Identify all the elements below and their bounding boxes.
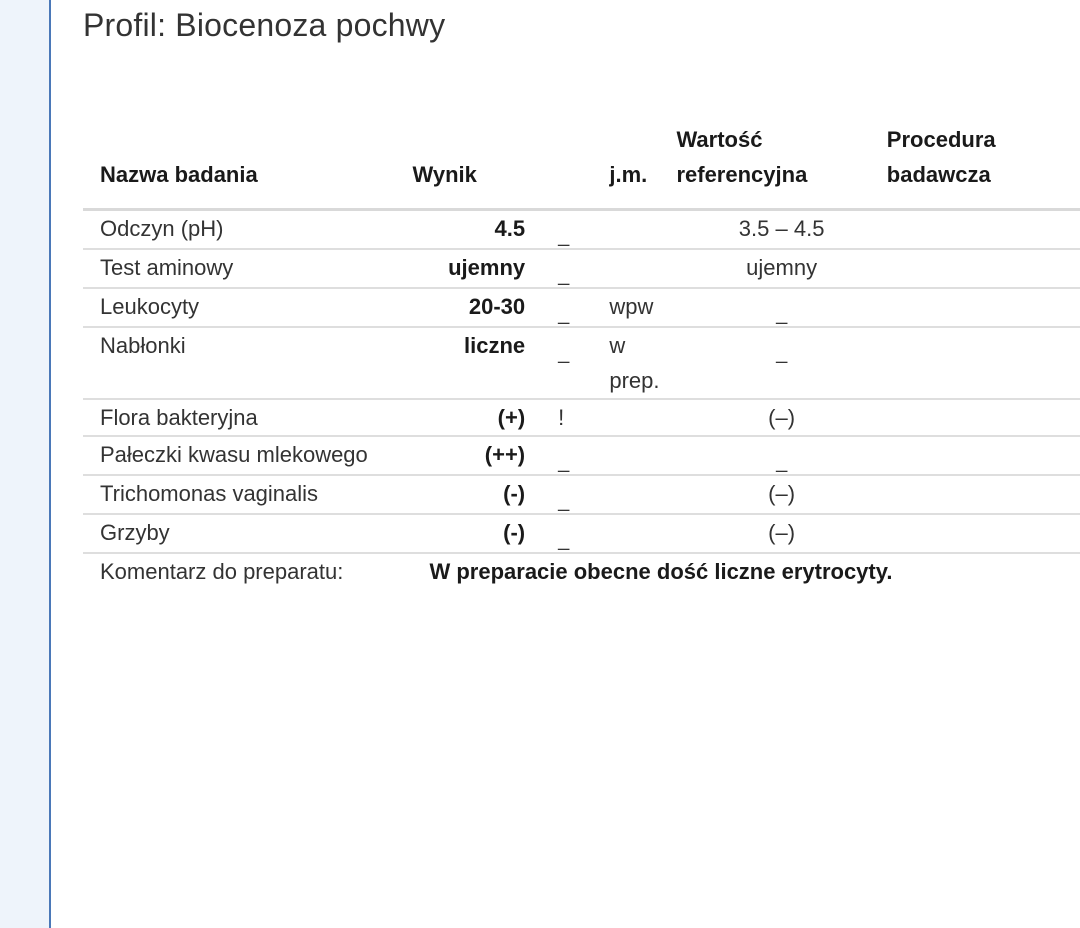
test-result: (+): [497, 404, 526, 430]
flag-mark: _: [558, 302, 570, 325]
table-row: [83, 209, 1080, 249]
test-result: 4.5: [494, 215, 526, 241]
test-procedure: [887, 436, 1080, 475]
table-row: [83, 436, 1080, 475]
test-name: Test aminowy: [100, 254, 234, 280]
test-procedure: [887, 209, 1080, 249]
test-unit: [572, 436, 676, 475]
result-flag: [525, 327, 572, 399]
reference-value: (–): [768, 519, 796, 545]
header-result: Wynik: [412, 161, 477, 187]
flag-mark: _: [558, 489, 570, 512]
result-flag: [525, 436, 572, 475]
profile-section: [83, 0, 1080, 928]
table-header-row: [83, 112, 1080, 209]
header-procedure: Procedura badawcza: [886, 126, 996, 187]
result-flag: [525, 288, 572, 327]
test-result: (-): [503, 480, 526, 506]
reference-dash: _: [776, 341, 788, 364]
test-procedure: [887, 475, 1080, 514]
comment-label: Komentarz do preparatu:: [100, 558, 344, 584]
test-procedure: [887, 327, 1080, 399]
header-flag: [525, 112, 572, 209]
result-flag: [525, 209, 572, 249]
test-name: Pałeczki kwasu mlekowego: [100, 441, 368, 467]
reference-dash: _: [776, 302, 788, 325]
table-row: [83, 475, 1080, 514]
test-result: liczne: [464, 332, 526, 358]
test-procedure: [887, 514, 1080, 553]
reference-value: 3.5 – 4.5: [738, 215, 825, 241]
test-procedure: [887, 288, 1080, 327]
comment-text-cell: [412, 553, 1080, 589]
profile-title: Profil: Biocenoza pochwy: [83, 7, 446, 43]
results-table: [83, 112, 1080, 589]
test-unit: [572, 249, 676, 288]
page-left-border: [49, 0, 51, 928]
test-name: Nabłonki: [100, 332, 186, 358]
test-name: Flora bakteryjna: [100, 404, 258, 430]
header-unit: j.m.: [609, 161, 648, 187]
page-left-gutter: [0, 0, 49, 928]
test-result: (-): [503, 519, 526, 545]
result-flag: [525, 514, 572, 553]
reference-dash: _: [776, 450, 788, 473]
test-unit: [572, 209, 676, 249]
table-row: [83, 327, 1080, 399]
header-reference: Wartość referencyjna: [676, 126, 808, 187]
test-name: Trichomonas vaginalis: [100, 480, 319, 506]
test-name: Odczyn (pH): [100, 215, 224, 241]
test-result: 20-30: [468, 293, 526, 319]
flag-mark: _: [558, 224, 570, 247]
test-procedure: [887, 399, 1080, 436]
result-flag: [525, 475, 572, 514]
flag-mark: _: [558, 341, 570, 364]
test-unit: [572, 514, 676, 553]
reference-value: (–): [768, 480, 796, 506]
table-row: [83, 249, 1080, 288]
reference-value: (–): [768, 404, 796, 430]
flag-mark: _: [558, 450, 570, 473]
comment-text: W preparacie obecne dość liczne erytrocyty.: [429, 558, 893, 584]
test-unit: w prep.: [609, 332, 660, 393]
test-unit: [572, 475, 676, 514]
flag-mark: _: [558, 528, 570, 551]
table-row: [83, 288, 1080, 327]
reference-value: [676, 436, 886, 475]
test-unit: wpw: [609, 293, 654, 319]
result-flag: [525, 249, 572, 288]
result-flag: [525, 399, 572, 436]
test-result: (++): [484, 441, 526, 467]
reference-value: ujemny: [746, 254, 818, 280]
test-name: Grzyby: [100, 519, 170, 545]
comment-row: [83, 553, 1080, 589]
table-row: [83, 514, 1080, 553]
reference-value: [676, 288, 886, 327]
test-name: Leukocyty: [100, 293, 200, 319]
table-row: [83, 399, 1080, 436]
comment-label-cell: [83, 553, 412, 589]
test-result: ujemny: [448, 254, 526, 280]
reference-value: [676, 327, 886, 399]
header-test-name: Nazwa badania: [100, 161, 258, 187]
abnormal-flag: !: [558, 404, 565, 430]
flag-mark: _: [558, 263, 570, 286]
test-unit: [572, 399, 676, 436]
test-procedure: [887, 249, 1080, 288]
